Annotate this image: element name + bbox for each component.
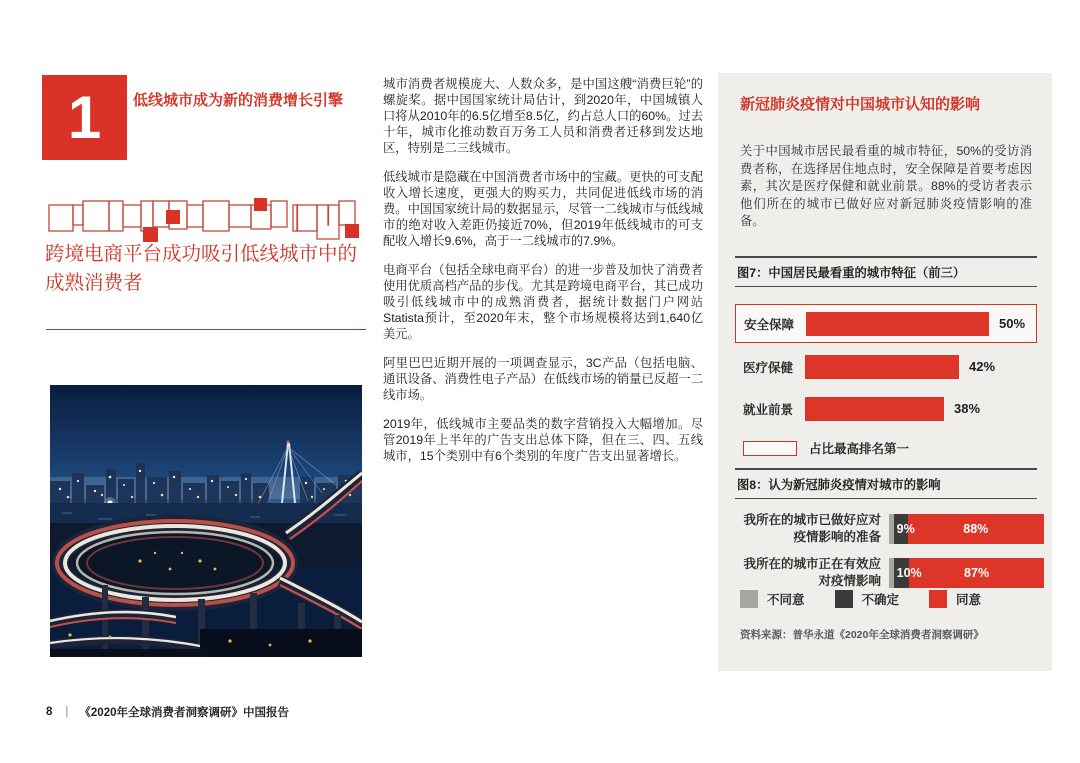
paragraph-2: 低线城市是隐藏在中国消费者市场中的宝藏。更快的可支配收入增长速度，更强大的购买力，共同促进低线市场的消费。中国国家统计局的数据显示，尽管一二线城市与低线城市的绝对收入差距仍接近70%，但2019年低线城市的可支配收入增长9.6%，高于一二线城市的7.9%。	[383, 170, 703, 248]
stacked-bar	[889, 514, 1044, 544]
footer-report-title: 《2020年全球消费者洞察调研》中国报告	[79, 707, 289, 719]
legend-outline-swatch	[743, 441, 797, 456]
bar-employment	[805, 397, 944, 421]
legend-item-disagree	[740, 590, 805, 608]
legend-item-unsure	[835, 590, 900, 608]
article-body	[383, 76, 703, 477]
figure-8-row-prepared	[735, 512, 1037, 546]
bar-safety	[806, 312, 989, 336]
segment-value: 88%	[963, 521, 989, 536]
segment-value: 9%	[896, 521, 915, 536]
legend-item-agree	[929, 590, 981, 608]
figure-8-title-rule	[735, 498, 1037, 499]
figure-8-title: 图8：认为新冠肺炎疫情对城市的影响	[737, 478, 941, 492]
paragraph-3: 电商平台（包括全球电商平台）的进一步普及加快了消费者使用优质高档产品的步伐。尤其是跨境电商平台，其已成功吸引低线城市中的成熟消费者，据统计数据门户网站Statista预计，至2020年末，整个市场规模将达到1,640亿美元。	[383, 263, 703, 341]
figure-7-title: 图7：中国居民最看重的城市特征（前三）	[737, 266, 966, 280]
bar-healthcare	[805, 355, 959, 379]
section-title: 低线城市成为新的消费增长引擎	[133, 92, 344, 109]
section-number: 1	[67, 83, 102, 151]
figure-7-row-employment	[735, 390, 1037, 427]
bar-label: 安全保障	[744, 317, 795, 332]
bar-value: 50%	[999, 316, 1026, 331]
segment-unsure	[894, 558, 922, 588]
figure-7-row-healthcare	[735, 348, 1037, 385]
bar-label: 我所在的城市正在有效应对疫情影响	[743, 556, 881, 588]
city-highway-photo	[50, 385, 362, 657]
segment-value: 87%	[964, 565, 990, 580]
bar-label: 医疗保健	[743, 360, 794, 375]
figure-8-legend	[740, 590, 1011, 608]
segment-unsure	[894, 514, 915, 544]
legend-label: 不确定	[861, 593, 900, 607]
divider-rule	[46, 329, 366, 330]
page-footer	[46, 704, 289, 720]
paragraph-5: 2019年，低线城市主要品类的数字营销投入大幅增加。尽管2019年上半年的广告支出总体下降，但在三、四、五线城市，15个类别中有6个类别的年度广告支出显著增长。	[383, 417, 703, 463]
panel-title: 新冠肺炎疫情对中国城市认知的影响	[740, 96, 981, 113]
legend-swatch-unsure	[835, 590, 853, 608]
bar-value: 38%	[954, 401, 981, 416]
bar-value: 42%	[969, 359, 996, 374]
panel-intro: 关于中国城市居民最看重的城市特征，50%的受访消费者称，在选择居住地点时，安全保障是首要考虑因素，其次是医疗保健和就业前景。88%的受访者表示他们所在的城市已做好应对新冠肺炎疫情影响的准备。	[740, 144, 1032, 228]
legend-swatch-agree	[929, 590, 947, 608]
figure-7	[735, 256, 1037, 457]
legend-label: 不同意	[767, 593, 805, 607]
paragraph-4: 阿里巴巴近期开展的一项调查显示，3C产品（包括电脑、通讯设备、消费性电子产品）在低线市场的销量已反超一二线市场。	[383, 356, 703, 402]
stacked-bar	[889, 558, 1044, 588]
covid-impact-panel	[718, 73, 1052, 671]
figure-8-row-responding	[735, 556, 1037, 590]
paragraph-1: 城市消费者规模庞大、人数众多，是中国这艘“消费巨轮”的螺旋桨。据中国国家统计局估计，到2020年，中国城镇人口将从2010年的6.5亿增至8.5亿，约占总人口的60%。过去十年，城市化推动数百万务工人员和消费者迁移到发达地区，特别是二三线城市。	[383, 77, 703, 155]
figure-8	[735, 468, 1037, 600]
segment-agree	[909, 558, 1044, 588]
segment-agree	[908, 514, 1044, 544]
segment-value: 10%	[896, 565, 922, 580]
source-note: 资料来源：普华永道《2020年全球消费者洞察调研》	[740, 629, 984, 641]
legend-label: 占比最高排名第一	[809, 442, 910, 456]
figure-7-legend	[743, 439, 1037, 457]
section-number-box	[42, 75, 127, 160]
bar-label: 我所在的城市已做好应对疫情影响的准备	[743, 513, 881, 544]
article-subtitle: 跨境电商平台成功吸引低线城市中的成熟消费者	[45, 243, 358, 295]
legend-label: 同意	[956, 593, 982, 607]
legend-swatch-disagree	[740, 590, 758, 608]
footer-separator: |	[65, 706, 69, 718]
bar-label: 就业前景	[743, 402, 794, 417]
figure-7-title-rule	[735, 286, 1037, 287]
figure-7-row-safety	[735, 304, 1037, 343]
page-number: 8	[46, 706, 53, 718]
